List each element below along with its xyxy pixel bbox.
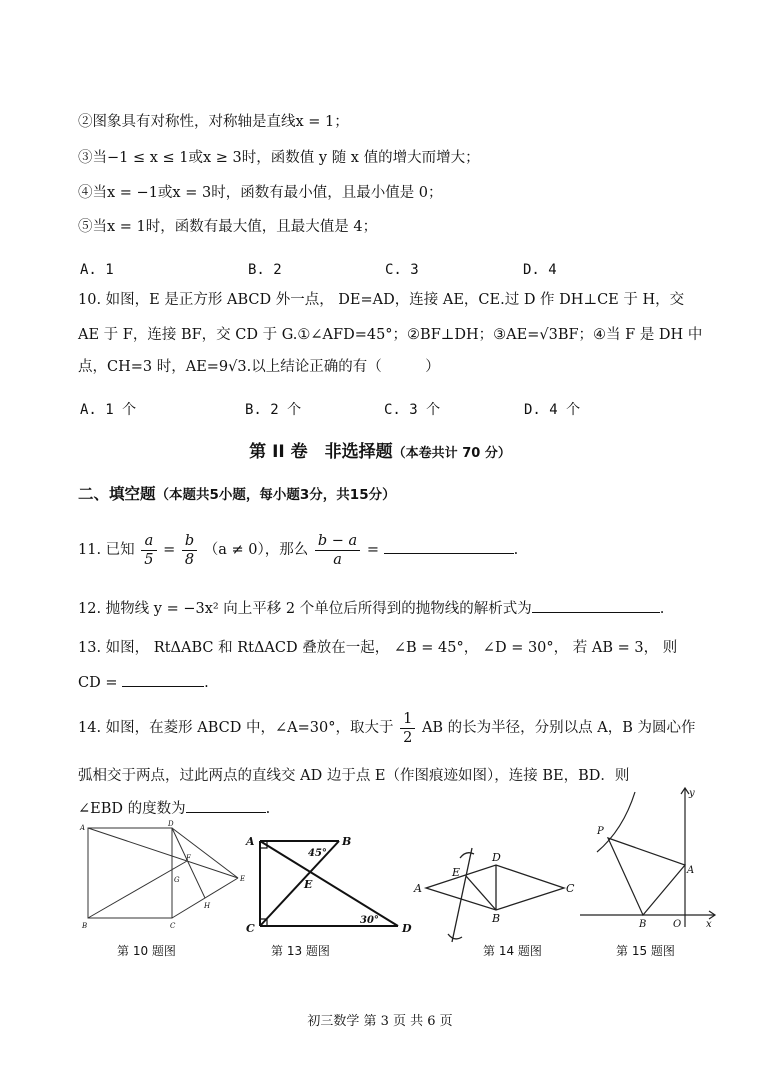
q13-line-1: 13. 如图， RtΔABC 和 RtΔACD 叠放在一起， ∠B = 45°， ∠D = 30°， 若 AB = 3， 则 — [78, 640, 678, 656]
q13-line-2 — [78, 672, 209, 693]
statement-3: ③当−1 ≤ x ≤ 1或x ≥ 3时，函数值 y 随 x 值的增大而增大； — [78, 150, 480, 166]
q14-prefix: 14. 如图，在菱形 ABCD 中，∠A=30°，取大于 — [78, 720, 394, 736]
fig10-label-b: B — [82, 922, 88, 930]
q14-line-3 — [78, 798, 270, 819]
q14-frac-den: 2 — [403, 729, 413, 746]
q10-line-1: 10. 如图，E 是正方形 ABCD 外一点， DE=AD，连接 AE，CE.过 D 作 DH⊥CE 于 H，交 — [78, 292, 685, 308]
fig15-curve — [597, 792, 635, 852]
q14-answer-blank[interactable] — [186, 798, 266, 813]
q11 — [78, 530, 518, 570]
fig15-triangle — [608, 838, 685, 915]
fig15-label-o: O — [673, 919, 682, 930]
section2-title-text: 二、填空题 — [78, 485, 156, 503]
figure-14 — [408, 838, 583, 948]
fig15-label-b: B — [639, 919, 647, 930]
q11-suffix: = — [366, 542, 379, 558]
fig10-label-g: G — [174, 876, 180, 884]
fig14-label-b: B — [492, 912, 501, 925]
fig13-caption: 第 13 题图 — [271, 944, 330, 958]
fig10-label-e: E — [240, 875, 246, 883]
fig15-label-p: P — [597, 826, 604, 837]
q10-option-d: D. 4 个 — [524, 402, 581, 418]
fig13-label-b: B — [342, 835, 352, 848]
fig14-label-e: E — [452, 866, 461, 879]
fig13-label-c: C — [246, 922, 255, 935]
q14-line-1 — [78, 708, 696, 748]
q14-line-2: 弧相交于两点，过此两点的直线交 AD 边于点 E（作图痕迹如图），连接 BE，BD．则 — [78, 768, 630, 784]
q11-condition: （a ≠ 0），那么 — [203, 542, 309, 558]
fig14-caption: 第 14 题图 — [483, 944, 542, 958]
q11-answer-blank[interactable] — [384, 539, 514, 554]
q14-end: . — [265, 801, 271, 817]
q9-option-b: B. 2 — [248, 262, 282, 278]
fig15-caption: 第 15 题图 — [616, 944, 675, 958]
part2-title-text: 第 II 卷 非选择题 — [249, 442, 393, 462]
fig10-caption: 第 10 题图 — [117, 944, 176, 958]
fig13-label-d: D — [402, 922, 412, 935]
q11-fraction-b8 — [182, 532, 197, 569]
q11-fraction-ba — [315, 532, 360, 569]
fig15-label-x: x — [706, 919, 712, 930]
q11-equals: = — [163, 542, 176, 558]
q14-fraction-half — [400, 710, 415, 747]
fig10-label-h: H — [204, 902, 211, 910]
fig10-label-f: F — [186, 854, 191, 862]
statement-2: ②图象具有对称性，对称轴是直线x = 1； — [78, 114, 349, 130]
q10-option-a: A. 1 个 — [80, 402, 137, 418]
q9-option-c: C. 3 — [385, 262, 419, 278]
q13-answer-blank[interactable] — [122, 672, 204, 687]
section2-note: （本题共5小题，每小题3分，共15分） — [155, 487, 396, 503]
q9-option-a: A. 1 — [80, 262, 114, 278]
q11-end: . — [513, 542, 519, 558]
fig14-label-d: D — [492, 851, 501, 864]
fig14-perp-bisector — [452, 848, 472, 942]
fig13-label-e: E — [304, 878, 313, 891]
fig15-label-y: y — [689, 788, 695, 799]
q11-fraction-a5 — [141, 532, 156, 569]
q11-prefix: 11. 已知 — [78, 542, 135, 558]
q10-option-b: B. 2 个 — [245, 402, 302, 418]
figure-13 — [238, 826, 418, 938]
q9-option-d: D. 4 — [523, 262, 557, 278]
q11-f3-den: a — [333, 551, 342, 568]
fig13-label-a: A — [246, 835, 255, 848]
q14-suffix: AB 的长为半径，分别以点 A，B 为圆心作 — [421, 720, 696, 736]
q11-f1-den: 5 — [144, 551, 154, 568]
fig10-label-d: D — [168, 820, 174, 828]
q11-f3-num: b − a — [315, 532, 360, 551]
fig10-label-c: C — [170, 922, 176, 930]
statement-4: ④当x = −1或x = 3时，函数有最小值，且最小值是 0； — [78, 185, 443, 201]
fig14-rhombus — [426, 865, 564, 910]
q12 — [78, 598, 664, 619]
q10-line-3: 点，CH=3 时，AE=9√3.以上结论正确的有（ ） — [78, 359, 440, 375]
fig10-line-dh — [172, 828, 205, 898]
fig10-label-a: A — [80, 824, 86, 832]
q12-end: . — [659, 601, 665, 617]
q14-angle-prefix: ∠EBD 的度数为 — [78, 801, 186, 817]
fig14-arc-top — [460, 853, 474, 858]
fig13-angle-b: 45° — [308, 848, 327, 859]
q12-text: 12. 抛物线 y = −3x² 向上平移 2 个单位后所得到的抛物线的解析式为 — [78, 601, 532, 617]
q13-end: . — [204, 675, 209, 691]
fig14-arc-bottom — [448, 934, 462, 939]
fig10-line-ae — [88, 828, 238, 878]
fig13-line-ad — [260, 841, 398, 926]
part2-title — [0, 437, 760, 462]
q14-frac-num: 1 — [400, 710, 415, 729]
statement-5: ⑤当x = 1时，函数有最大值，且最大值是 4； — [78, 219, 378, 235]
q11-f1-num: a — [141, 532, 156, 551]
fig15-label-a: A — [687, 865, 695, 876]
q11-f2-num: b — [182, 532, 197, 551]
fig10-line-de — [172, 828, 238, 878]
figure-10 — [78, 818, 253, 933]
q13-cd: CD = — [78, 675, 118, 691]
fig13-angle-d: 30° — [360, 915, 379, 926]
q12-answer-blank[interactable] — [532, 598, 660, 613]
q11-f2-den: 8 — [184, 551, 195, 568]
fig14-label-c: C — [566, 882, 575, 895]
q10-option-c: C. 3 个 — [384, 402, 441, 418]
fig14-label-a: A — [414, 882, 422, 895]
figure-15 — [575, 782, 725, 932]
part2-note: （本卷共计 70 分） — [392, 446, 511, 461]
q10-line-2: AE 于 F，连接 BF，交 CD 于 G.①∠AFD=45°；②BF⊥DH；③AE=√3BF；④当 F 是 DH 中 — [78, 327, 703, 343]
page-footer: 初三数学 第 3 页 共 6 页 — [307, 1014, 453, 1029]
section2-title — [78, 482, 396, 504]
